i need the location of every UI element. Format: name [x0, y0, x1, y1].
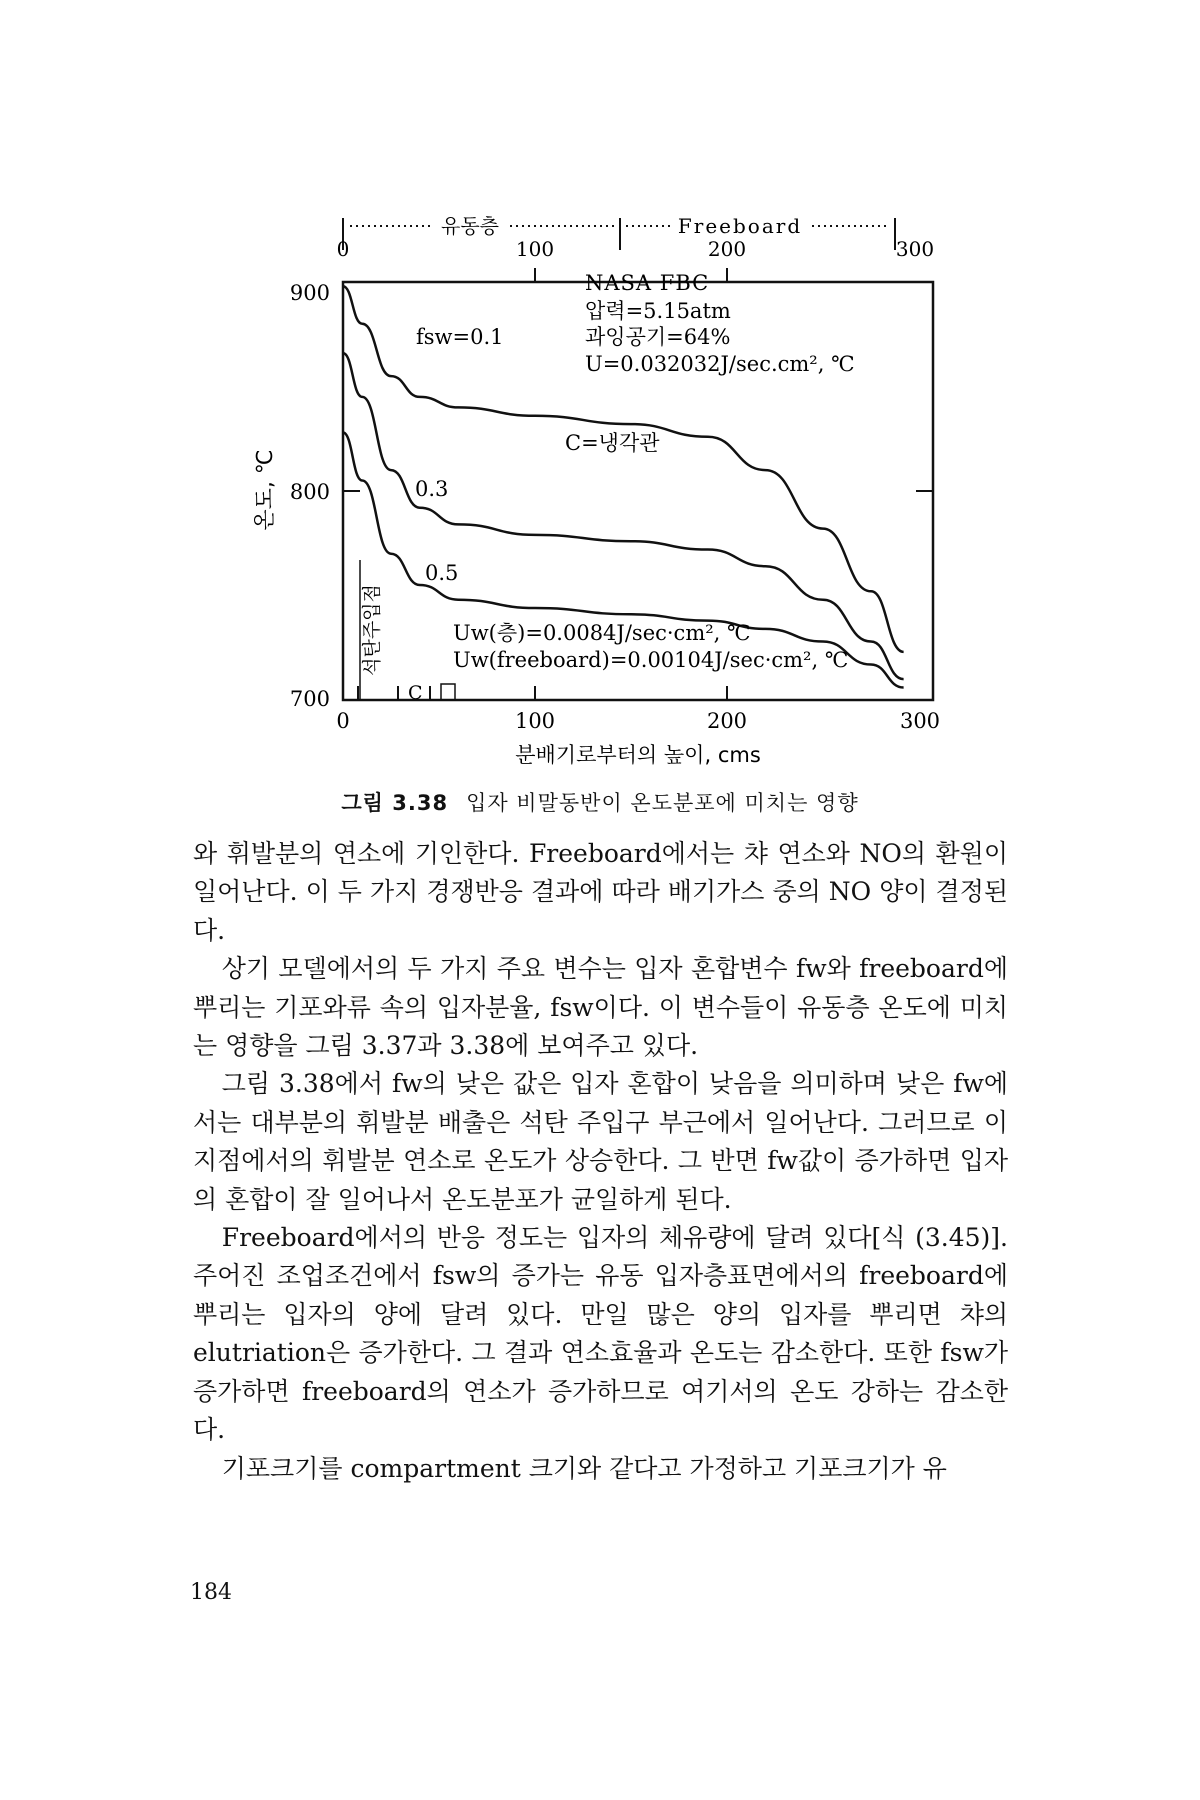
x-tick-300: 300: [899, 709, 941, 733]
page-number: 184: [190, 1580, 232, 1605]
c-marker: C: [408, 682, 423, 704]
paragraph: Freeboard에서의 반응 정도는 입자의 체유량에 달려 있다[식 (3.45)]. 주어진 조업조건에서 fsw의 증가는 유동 입자층표면에서의 freeboard에 뿌리는 입자의 양에 달려 있다. 만일 많은 양의 입자를 뿌리면 챠의 elutriation은 증가한다. 그 결과 연소효율과 온도는 감소한다. 또한 fsw가 증가하면 freeboard의 연소가 증가하므로 여기서의 온도 강하는 감소한다.: [193, 1223, 1008, 1445]
top-tick-100: 100: [515, 237, 555, 261]
paragraph: 상기 모델에서의 두 가지 주요 변수는 입자 혼합변수 fw와 freeboard에 뿌리는 기포와류 속의 입자분율, fsw이다. 이 변수들이 유동층 온도에 미치는 영향을 그림 3.37과 3.38에 보여주고 있다.: [193, 954, 1008, 1061]
x-axis-label: 분배기로부터의 높이, cms: [515, 743, 761, 767]
x-tick-0: 0: [336, 709, 350, 733]
y-tick-700: 700: [289, 687, 330, 711]
x-tick-100: 100: [514, 709, 556, 733]
top-tick-300: 300: [895, 237, 935, 261]
fluidized-bed-label: 유동층: [441, 214, 499, 238]
top-scale: [337, 214, 934, 261]
excess-air: 과잉공기=64%: [585, 325, 731, 349]
paragraph: 와 휘발분의 연소에 기인한다. Freeboard에서는 챠 연소와 NO의 환원이 일어난다. 이 두 가지 경쟁반응 결과에 따라 배기가스 중의 NO 양이 결정된다.: [193, 839, 1008, 945]
caption-text: 입자 비말동반이 온도분포에 미치는 영향: [466, 791, 859, 815]
y-tick-900: 900: [289, 281, 330, 305]
curve-label-0-3: 0.3: [415, 477, 449, 501]
coal-inlet-label: 석탄주입점: [361, 584, 383, 676]
paragraph: 그림 3.38에서 fw의 낮은 값은 입자 혼합이 낮음을 의미하며 낮은 fw에서는 대부분의 휘발분 배출은 석탄 주입구 부근에서 일어난다. 그러므로 이 지점에서의 휘발분 연소로 온도가 상승한다. 그 반면 fw값이 증가하면 입자의 혼합이 잘 일어나서 온도분포가 균일하게 된다.: [193, 1069, 1008, 1214]
y-axis-label: 온도, ℃: [253, 449, 278, 531]
pressure: 압력=5.15atm: [585, 299, 731, 323]
conditions-box: [453, 271, 855, 672]
overall-u: U=0.032032J/sec.cm², ℃: [585, 352, 855, 376]
y-tick-800: 800: [289, 480, 330, 504]
curve-label-0-5: 0.5: [425, 561, 459, 585]
caption-label: 그림 3.38: [341, 791, 449, 815]
system-name: NASA FBC: [585, 271, 710, 295]
freeboard-label: Freeboard: [677, 214, 803, 238]
bed-u: Uw(층)=0.0084J/sec·cm², ℃: [453, 621, 751, 645]
curve-label-fsw-0-1: fsw=0.1: [416, 325, 504, 349]
x-tick-200: 200: [706, 709, 748, 733]
top-tick-0: 0: [336, 237, 350, 261]
top-tick-200: 200: [707, 237, 747, 261]
body-text: [193, 835, 1008, 1488]
x-axis: [336, 686, 940, 767]
figure-caption: [0, 787, 1200, 817]
cooling-tube-note: C=냉각관: [565, 431, 660, 455]
paragraph: 기포크기를 compartment 크기와 같다고 가정하고 기포크기가 유: [221, 1453, 947, 1483]
freeboard-u: Uw(freeboard)=0.00104J/sec·cm², ℃: [453, 648, 849, 672]
figure: [0, 0, 1200, 780]
